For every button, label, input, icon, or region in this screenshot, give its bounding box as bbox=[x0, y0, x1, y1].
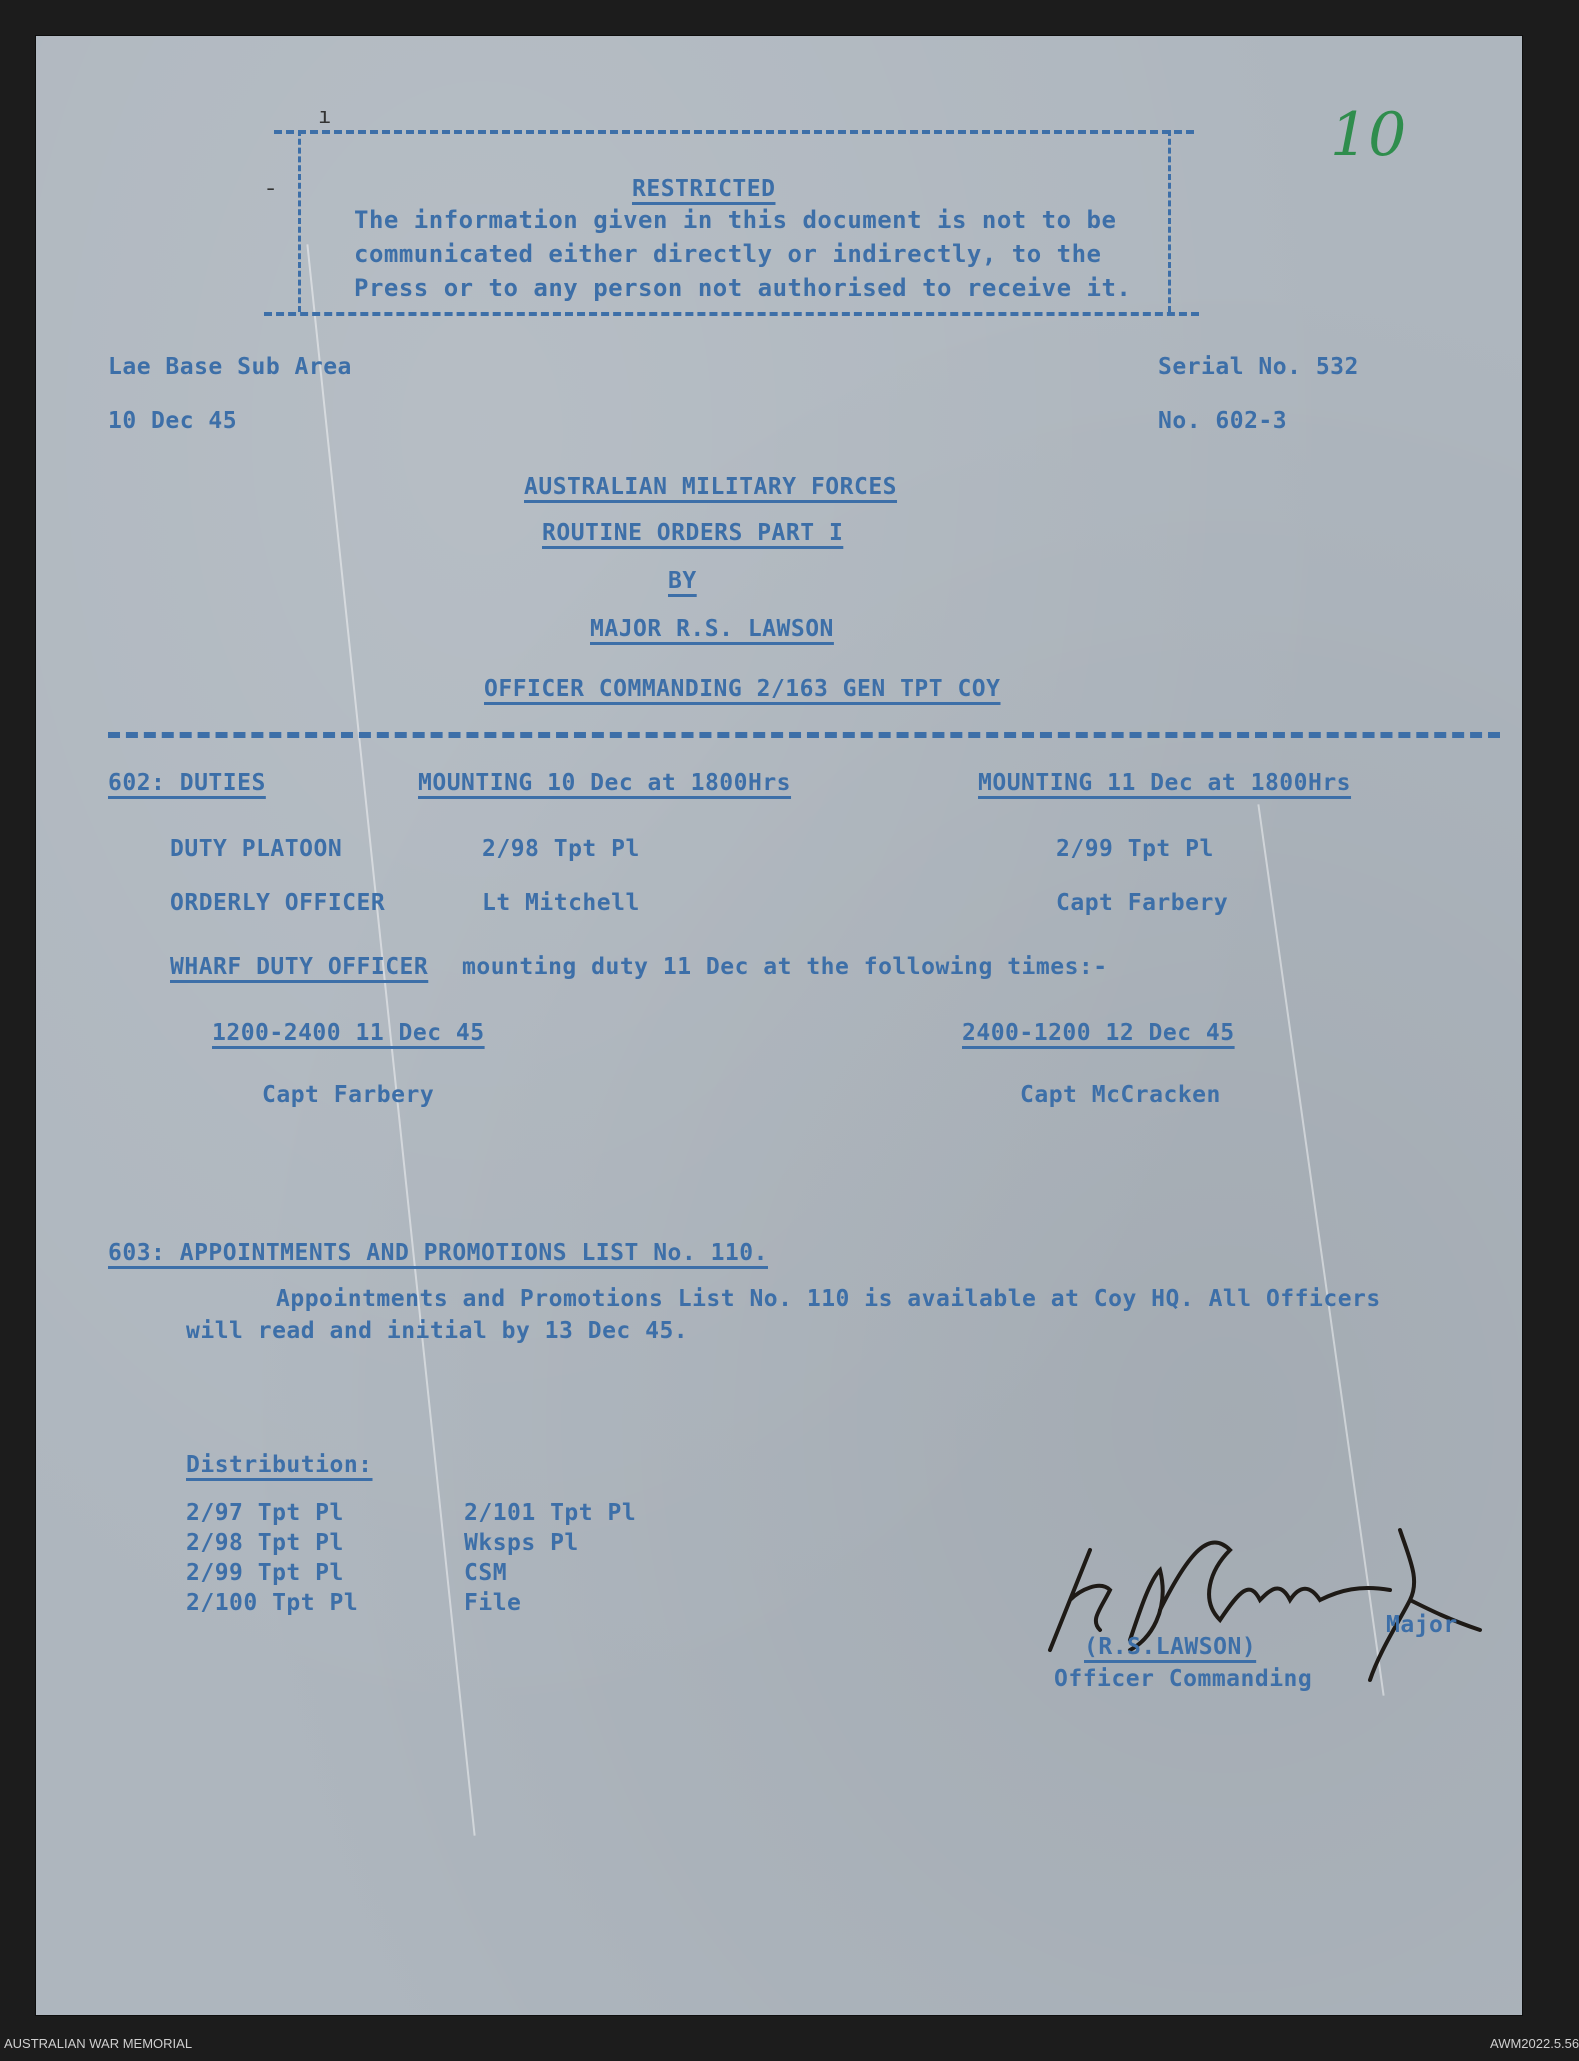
duty-row-col1: 2/98 Tpt Pl bbox=[482, 836, 640, 862]
footer-accession-number: AWM2022.5.56 bbox=[1490, 2036, 1579, 2051]
title-line-5: OFFICER COMMANDING 2/163 GEN TPT COY bbox=[484, 676, 1001, 702]
distribution-item: 2/101 Tpt Pl bbox=[464, 1500, 637, 1526]
title-line-3: BY bbox=[668, 568, 697, 594]
distribution-item: 2/98 Tpt Pl bbox=[186, 1530, 344, 1556]
restricted-heading: RESTRICTED bbox=[632, 176, 776, 202]
wharf-duty-label: WHARF DUTY OFFICER bbox=[170, 954, 429, 980]
pencil-mark: ı bbox=[318, 104, 332, 129]
header-serial: Serial No. 532 bbox=[1158, 354, 1359, 380]
title-line-2: ROUTINE ORDERS PART I bbox=[542, 520, 844, 546]
restricted-line-2: communicated either directly or indirectly, to the bbox=[354, 240, 1102, 268]
distribution-item: 2/97 Tpt Pl bbox=[186, 1500, 344, 1526]
section-602-col1-header: MOUNTING 10 Dec at 1800Hrs bbox=[418, 770, 792, 796]
signature-rank: Major bbox=[1386, 1612, 1458, 1638]
box-right-rule bbox=[1168, 130, 1171, 312]
box-left-rule bbox=[298, 130, 301, 312]
signature-title: Officer Commanding bbox=[1054, 1666, 1313, 1692]
section-603-label: 603: APPOINTMENTS AND PROMOTIONS LIST No. 110. bbox=[108, 1240, 768, 1266]
restricted-line-1: The information given in this document is not to be bbox=[354, 206, 1117, 234]
distribution-item: File bbox=[464, 1590, 522, 1616]
distribution-item: 2/100 Tpt Pl bbox=[186, 1590, 359, 1616]
header-date: 10 Dec 45 bbox=[108, 408, 238, 434]
box-top-rule bbox=[274, 130, 1194, 134]
pencil-mark: ˉ bbox=[264, 186, 278, 211]
distribution-item: Wksps Pl bbox=[464, 1530, 579, 1556]
section-602-label: 602: DUTIES bbox=[108, 770, 266, 796]
section-603-line-1: Appointments and Promotions List No. 110 is available at Coy HQ. All Officers bbox=[276, 1286, 1381, 1312]
footer-archive-name: AUSTRALIAN WAR MEMORIAL bbox=[4, 2036, 193, 2051]
title-line-1: AUSTRALIAN MILITARY FORCES bbox=[524, 474, 898, 500]
duty-row-col2: Capt Farbery bbox=[1056, 890, 1229, 916]
header-number: No. 602-3 bbox=[1158, 408, 1288, 434]
duty-row-col2: 2/99 Tpt Pl bbox=[1056, 836, 1214, 862]
section-divider bbox=[108, 732, 1500, 738]
wharf-time-1: 1200-2400 11 Dec 45 bbox=[212, 1020, 485, 1046]
duty-row-col1: Lt Mitchell bbox=[482, 890, 640, 916]
box-bottom-rule bbox=[264, 312, 1199, 316]
handwritten-page-number: 10 bbox=[1330, 100, 1407, 170]
header-location: Lae Base Sub Area bbox=[108, 354, 352, 380]
distribution-heading: Distribution: bbox=[186, 1452, 373, 1478]
restricted-line-3: Press or to any person not authorised to receive it. bbox=[354, 274, 1132, 302]
title-line-4: MAJOR R.S. LAWSON bbox=[590, 616, 834, 642]
wharf-officer-1: Capt Farbery bbox=[262, 1082, 435, 1108]
handwritten-signature bbox=[1010, 1490, 1510, 1690]
wharf-officer-2: Capt McCracken bbox=[1020, 1082, 1221, 1108]
duty-row-label: ORDERLY OFFICER bbox=[170, 890, 386, 916]
signature-name: (R.S.LAWSON) bbox=[1084, 1634, 1257, 1660]
section-603-line-2: will read and initial by 13 Dec 45. bbox=[186, 1318, 689, 1344]
distribution-item: CSM bbox=[464, 1560, 508, 1586]
wharf-time-2: 2400-1200 12 Dec 45 bbox=[962, 1020, 1235, 1046]
distribution-item: 2/99 Tpt Pl bbox=[186, 1560, 344, 1586]
wharf-duty-text: mounting duty 11 Dec at the following times:- bbox=[462, 954, 1108, 980]
section-602-col2-header: MOUNTING 11 Dec at 1800Hrs bbox=[978, 770, 1352, 796]
duty-row-label: DUTY PLATOON bbox=[170, 836, 343, 862]
